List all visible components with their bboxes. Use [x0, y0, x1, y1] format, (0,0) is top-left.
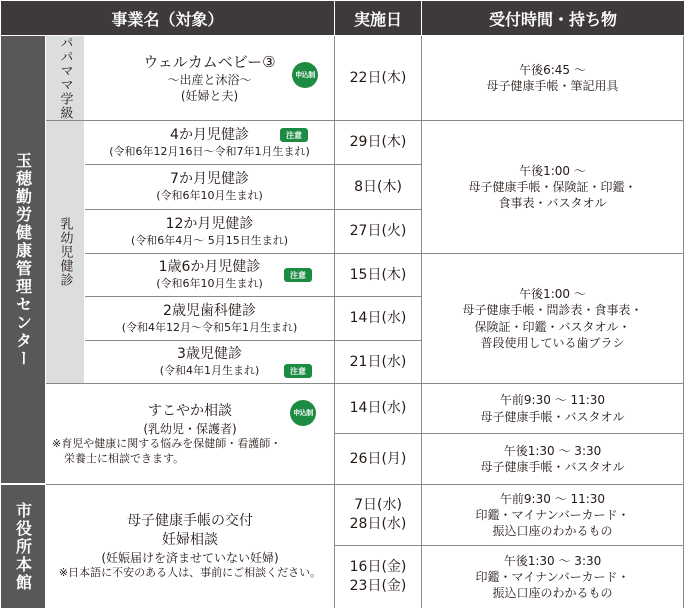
venue-hoken: 玉穂勤労健康管理センター — [1, 36, 45, 483]
venue-shiyakusho: 市役所本館 — [1, 485, 45, 608]
event-target: (令和6年12月16日～令和7年1月生まれ) — [109, 144, 310, 158]
info-items: 母子健康手帳・バスタオル — [480, 409, 625, 424]
info-sukoyaka-2 — [422, 434, 683, 484]
event-target: (令和6年10月生まれ) — [156, 277, 263, 291]
date-value: 28日(水) — [349, 516, 407, 532]
badge-moushikomi: 申込制 — [290, 400, 316, 426]
group-nyuyoji: 乳幼児健診 — [46, 121, 84, 383]
event-sukoyaka — [46, 384, 334, 484]
info-time: 午前9:30 ～ 11:30 — [499, 393, 606, 408]
event-target: (令和6年10月生まれ) — [156, 189, 263, 203]
badge-moushikomi: 申込制 — [292, 62, 318, 88]
date-7month: 8日(木) — [354, 178, 402, 195]
event-target: (令和4年1月生まれ) — [159, 364, 260, 378]
info-items: 食事表・バスタオル — [498, 196, 607, 211]
badge-chui: 注意 — [284, 268, 312, 282]
event-name: 4か月児健診 — [170, 126, 249, 143]
event-name: ウェルカムベビー③ — [143, 52, 276, 71]
info-items: 母子健康手帳・筆記用具 — [486, 79, 619, 93]
date-value: 23日(金) — [349, 578, 407, 594]
date-2y-dental: 14日(水) — [349, 310, 407, 327]
header-date: 実施日 — [335, 1, 421, 35]
info-items: 振込口座のわかるもの — [492, 524, 613, 539]
date-sukoyaka-1: 14日(水) — [349, 400, 407, 417]
date-techo-2 — [335, 546, 421, 608]
event-name: 母子健康手帳の交付 — [127, 513, 253, 530]
info-items: 印鑑・マイナンバーカード・ — [475, 569, 630, 584]
date-value: 16日(金) — [349, 559, 407, 576]
info-group-a — [422, 121, 683, 253]
date-techo-1 — [335, 485, 421, 545]
info-items: 保険証・印鑑・バスタオル・ — [474, 319, 631, 334]
info-time: 午後1:30 ～ 3:30 — [503, 553, 602, 568]
event-target: (妊婦と夫) — [180, 89, 239, 104]
date-welcome: 22日(木) — [349, 69, 407, 86]
event-note: 栄養士に相談できます。 — [64, 451, 185, 465]
info-items: 母子健康手帳・保険証・印鑑・ — [468, 179, 637, 194]
info-time: 午後6:45 ～ — [519, 62, 586, 77]
info-time: 午後1:30 ～ 3:30 — [503, 443, 602, 458]
badge-chui: 注意 — [280, 128, 308, 142]
event-7month — [85, 165, 334, 209]
event-target: (令和4年12月～令和5年1月生まれ) — [121, 320, 298, 334]
info-items: 印鑑・マイナンバーカード・ — [475, 507, 630, 522]
info-time: 午後1:00 ～ — [519, 163, 586, 178]
date-3y: 21日(水) — [349, 353, 407, 370]
event-name: 妊婦相談 — [162, 531, 218, 548]
event-target: (乳幼児・保護者) — [143, 421, 237, 436]
info-techo-1 — [422, 485, 683, 545]
event-name: すこやか相談 — [148, 402, 232, 419]
date-12month: 27日(火) — [349, 223, 407, 240]
header-info: 受付時間・持ち物 — [422, 1, 684, 35]
header-event: 事業名（対象） — [1, 1, 334, 35]
date-sukoyaka-2: 26日(月) — [349, 450, 407, 467]
event-12month — [85, 210, 334, 253]
info-techo-2 — [422, 546, 683, 608]
group-mama: パパママ学級 — [46, 36, 84, 120]
info-group-b — [422, 254, 683, 383]
info-sukoyaka-1 — [422, 384, 683, 433]
event-note: ※育児や健康に関する悩みを保健師・看護師・ — [52, 436, 282, 450]
event-subtitle: ～出産と沐浴～ — [167, 72, 252, 87]
event-techo — [46, 485, 334, 608]
event-name: 3歳児健診 — [177, 346, 242, 363]
info-items: 母子健康手帳・バスタオル — [480, 460, 625, 474]
info-time: 午前9:30 ～ 11:30 — [499, 491, 606, 506]
event-name: 12か月児健診 — [165, 215, 254, 232]
info-items: 母子健康手帳・問診表・食事表・ — [462, 303, 643, 318]
date-value: 7日(水) — [354, 497, 402, 514]
event-name: 7か月児健診 — [170, 171, 249, 188]
badge-chui: 注意 — [284, 364, 312, 378]
event-2y-dental — [85, 297, 334, 340]
date-1y6m: 15日(木) — [349, 266, 407, 283]
info-items: 振込口座のわかるもの — [492, 586, 613, 601]
date-4month: 29日(木) — [349, 134, 407, 151]
event-note: ※日本語に不安のある人は、事前にご相談ください。 — [58, 566, 322, 580]
event-name: 1歳6か月児健診 — [158, 259, 261, 276]
info-items: 普段使用している歯ブラシ — [480, 335, 625, 350]
info-welcome — [422, 36, 683, 120]
event-name: 2歳児歯科健診 — [163, 302, 256, 319]
info-time: 午後1:00 ～ — [519, 287, 586, 302]
event-target: (妊娠届けを済ませていない妊婦) — [101, 550, 279, 565]
event-target: (令和6年4月～ 5月15日生まれ) — [130, 233, 289, 247]
